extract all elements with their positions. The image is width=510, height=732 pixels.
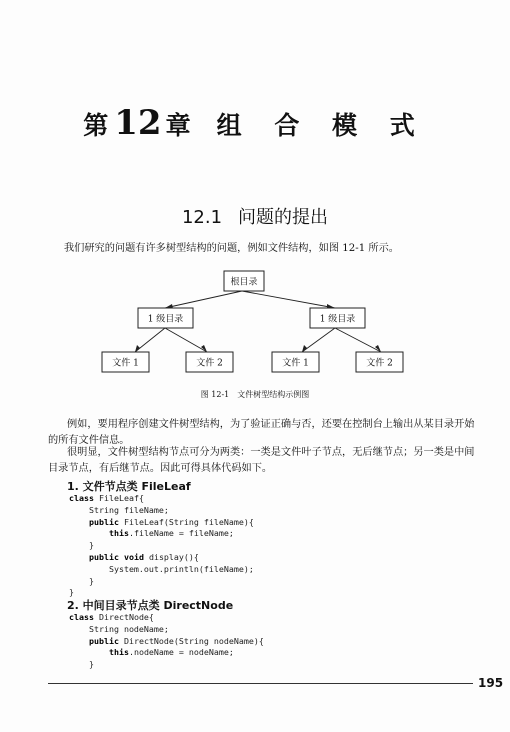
page-number: 195 xyxy=(478,676,504,690)
svg-text:1 级目录: 1 级目录 xyxy=(147,314,184,325)
code-line: public FileLeaf(String fileName){ xyxy=(88,516,254,527)
code-block-fileleaf xyxy=(69,493,254,599)
code-line: String nodeName; xyxy=(69,623,169,634)
chapter-number: 12 xyxy=(114,103,162,143)
tree-node-file xyxy=(186,352,233,372)
code-block-directnode xyxy=(69,612,264,671)
svg-text:文件 1: 文件 1 xyxy=(282,358,309,369)
code-line: class DirectNode{ xyxy=(69,612,154,622)
svg-text:1 级目录: 1 级目录 xyxy=(319,314,356,325)
svg-text:文件 1: 文件 1 xyxy=(112,358,139,369)
chapter-name: 组 合 模 式 xyxy=(216,111,427,140)
chapter-prefix: 第 xyxy=(83,111,111,140)
tree-node-level1 xyxy=(310,308,365,328)
tree-node-level1 xyxy=(138,308,193,328)
svg-text:根目录: 根目录 xyxy=(230,277,258,288)
code-line: String fileName; xyxy=(69,504,169,515)
code-line: } xyxy=(69,575,94,586)
code-line: this.nodeName = nodeName; xyxy=(108,647,234,658)
tree-node-file xyxy=(356,352,403,372)
svg-text:文件 2: 文件 2 xyxy=(196,358,223,369)
file-tree-diagram xyxy=(90,268,420,378)
subsection-heading: 1. 文件节点类 FileLeaf xyxy=(67,480,191,493)
code-line: System.out.println(fileName); xyxy=(69,563,254,574)
code-line: this.fileName = fileName; xyxy=(108,528,234,539)
code-line: } xyxy=(69,587,74,598)
tree-node-file xyxy=(102,352,149,372)
chapter-suffix: 章 xyxy=(165,111,193,140)
code-line: public void display(){ xyxy=(88,551,199,562)
code-line: } xyxy=(69,659,94,670)
chapter-title xyxy=(0,103,510,143)
footer-rule xyxy=(48,683,473,684)
code-line: public DirectNode(String nodeName){ xyxy=(88,635,264,646)
intro-paragraph: 我们研究的问题有许多树型结构的问题，例如文件结构，如图 12-1 所示。 xyxy=(64,243,399,254)
code-line: } xyxy=(69,540,94,551)
section-number: 12.1 xyxy=(181,207,223,228)
code-line: class FileLeaf{ xyxy=(69,493,144,503)
body-paragraph: 例如，要用程序创建文件树型结构，为了验证正确与否，还要在控制台上输出从某目录开始的所有文件信息。 xyxy=(48,419,475,446)
figure-caption: 图 12-1 文件树型结构示例图 xyxy=(200,390,310,399)
subsection-heading: 2. 中间目录节点类 DirectNode xyxy=(67,599,234,612)
tree-node-root xyxy=(224,271,264,291)
tree-node-file xyxy=(272,352,319,372)
section-name: 问题的提出 xyxy=(238,207,329,228)
body-paragraph: 很明显，文件树型结构节点可分为两类：一类是文件叶子节点，无后继节点；另一类是中间目录节点，有后继节点。因此可得具体代码如下。 xyxy=(48,447,475,474)
svg-text:文件 2: 文件 2 xyxy=(366,358,393,369)
section-title xyxy=(0,203,510,229)
